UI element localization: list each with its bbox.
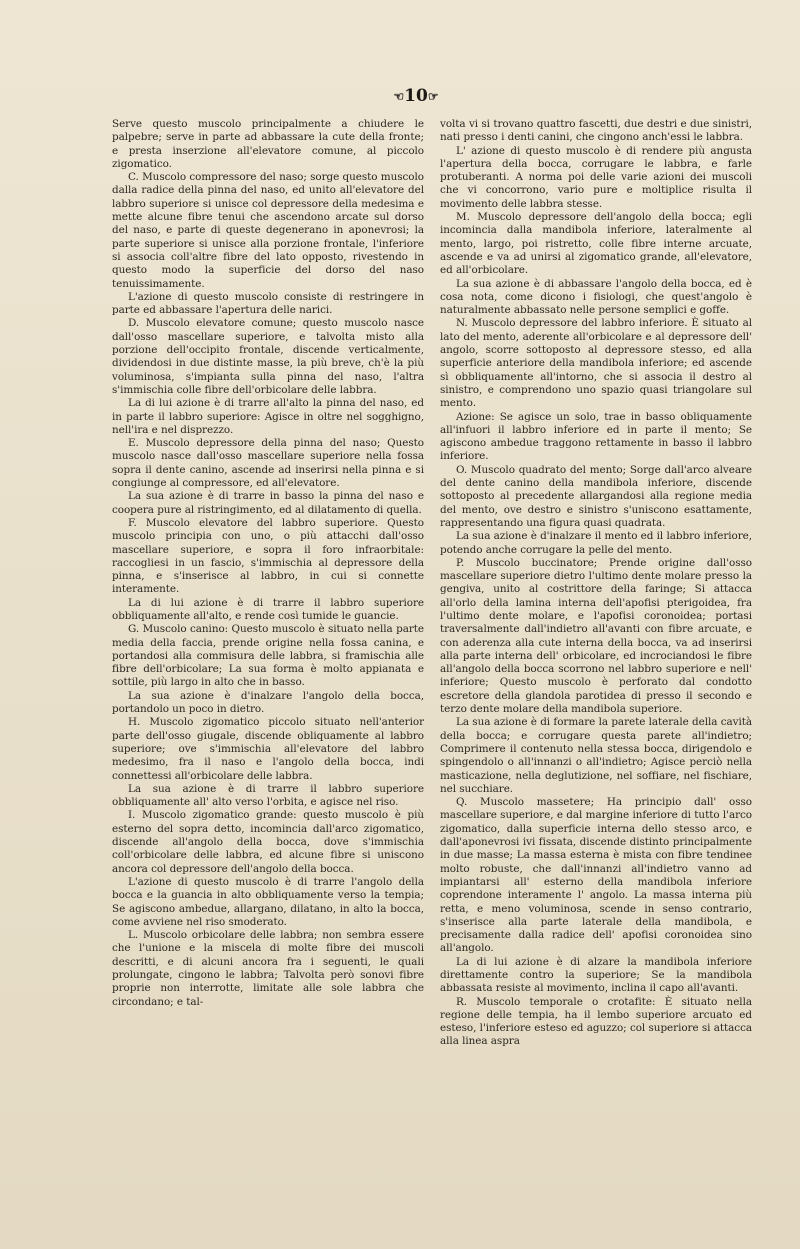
paragraph: La di lui azione è di trarre all'alto la pinna del naso, ed in parte il labbro superiore: Agisce in oltre nel sogghigno, nell'ira e nel disprezzo. xyxy=(112,397,424,436)
right-ornament-icon: ☞ xyxy=(427,89,439,104)
paragraph: La sua azione è d'inalzare il mento ed il labbro inferiore, potendo anche corrugare la pelle del mento. xyxy=(440,530,752,556)
paragraph: La sua azione è d'inalzare l'angolo della bocca, portandolo un poco in dietro. xyxy=(112,689,424,716)
right-column xyxy=(440,118,752,1118)
paragraph: N. Muscolo depressore del labbro inferiore. È situato al lato del mento, aderente all'orbicolare e al depressore dell' angolo, scorre sottoposto al depressore stesso, ed alla superficie anteriore della mandibola inferiore; ed ascende sì obbliquamente all'intorno, che si associa il destro al sinistro, e comprendono uno spazio quasi triangolare sul mento. xyxy=(440,317,752,410)
text-columns xyxy=(112,118,752,1118)
paragraph: D. Muscolo elevatore comune; questo muscolo nasce dall'osso mascellare superiore, e talvolta misto alla porzione dell'occipito frontale, discende verticalmente, dividendosi in due distinte masse, la più breve, ch'è la più voluminosa, s'impianta sulla pinna del naso, l'altra s'immischia colle fibre dell'orbicolare delle labbra. xyxy=(112,317,424,396)
paragraph: L'azione di questo muscolo è di trarre l'angolo della bocca e la guancia in alto obbliquamente verso la tempia; Se agiscono ambedue, allargano, dilatano, in alto la bocca, come avviene nel riso smoderato. xyxy=(112,875,424,928)
paragraph: R. Muscolo temporale o crotafite: È situato nella regione delle tempia, ha il lembo superiore arcuato ed esteso, l'inferiore esteso ed aguzzo; col superiore si attacca alla linea aspra xyxy=(440,995,752,1048)
paragraph: G. Muscolo canino: Questo muscolo è situato nella parte media della faccia, prende origine nella fossa canina, e portandosi alla commisura delle labbra, si framischia alle fibre dell'orbicolare; La sua forma è molto appianata e sottile, più largo in alto che in basso. xyxy=(112,623,424,689)
paragraph: O. Muscolo quadrato del mento; Sorge dall'arco alveare del dente canino della mandibola inferiore, discende sottoposto al precedente allargandosi alla regione media del mento, ove destro e sinistro s'uniscono esattamente, rappresentando una figura quasi quadrata. xyxy=(440,463,752,529)
left-ornament-icon: ☜ xyxy=(393,89,405,104)
paragraph: F. Muscolo elevatore del labbro superiore. Questo muscolo principia con uno, o più attacchi dall'osso mascellare superiore, e sopra il foro infraorbitale: raccogliesi in un fascio, s'immischia al depressore della pinna, e s'inserisce al labbro, in cui si connette interamente. xyxy=(112,516,424,596)
paragraph: P. Muscolo buccinatore; Prende origine dall'osso mascellare superiore dietro l'ultimo dente molare presso la gengiva, unito al costrittore della faringe; Si attacca all'orlo della lamina interna dell'apofisi pterigoidea, fra l'ultimo dente molare, e l'apofisi coronoidea; portasi traversalmente dall'indietro all'avanti con fibre arcuate, e con aderenza alla cute interna della bocca, va ad inserirsi alla parte interna dell' orbicolare, ed incrociandosi le fibre all'angolo della bocca scorrono nel labbro superiore e nell' inferiore; Questo muscolo è perforato dal condotto escretore della glandola parotidea di presso il secondo e terzo dente molare della mandibola superiore. xyxy=(440,556,752,716)
page-number xyxy=(376,86,456,112)
paragraph: La di lui azione è di alzare la mandibola inferiore direttamente contro la superiore; Se la mandibola abbassata resiste al movimento, inclina il capo all'avanti. xyxy=(440,955,752,995)
paragraph: L. Muscolo orbicolare delle labbra; non sembra essere che l'unione e la miscela di molte fibre dei muscoli descritti, e di alcuni ancora fra i seguenti, le quali prolungate, cingono le labbra; Talvolta però sonovi fibre proprie non interrotte, limitate alle sole labbra che circondano; e tal- xyxy=(112,929,424,1008)
paragraph: C. Muscolo compressore del naso; sorge questo muscolo dalla radice della pinna del naso, ed unito all'elevatore del labbro superiore si unisce col depressore della medesima e mette alcune fibre tenui che ascendono arcate sul dorso del naso, e parte di queste degenerano in aponevrosi; la parte superiore si unisce alla porzione frontale, l'inferiore si associa coll'altre fibre del lato opposto, rivestendo in questo modo la superficie del dorso del naso tenuissimamente. xyxy=(112,171,424,290)
paragraph: L' azione di questo muscolo è di rendere più angusta l'apertura della bocca, corrugare le labbra, e farle protuberanti. A norma poi delle varie azioni dei muscoli che vi concorrono, vario pure e moltiplice risulta il movimento delle labbra stesse. xyxy=(440,144,752,210)
paragraph: volta vi si trovano quattro fascetti, due destri e due sinistri, nati presso i denti canini, che cingono anch'essi le labbra. xyxy=(440,118,752,144)
page-number-text: 10 xyxy=(404,86,428,106)
paragraph: Azione: Se agisce un solo, trae in basso obliquamente all'infuori il labbro inferiore ed in parte il mento; Se agiscono ambedue traggono rettamente in basso il labbro inferiore. xyxy=(440,410,752,463)
paragraph: L'azione di questo muscolo consiste di restringere in parte ed abbassare l'apertura delle narici. xyxy=(112,290,424,317)
paragraph: La sua azione è di trarre il labbro superiore obbliquamente all' alto verso l'orbita, e agisce nel riso. xyxy=(112,782,424,809)
paragraph: La sua azione è di abbassare l'angolo della bocca, ed è cosa nota, come dicono i fisiologi, che quest'angolo è naturalmente abbassato nelle persone semplici e goffe. xyxy=(440,277,752,317)
paragraph: E. Muscolo depressore della pinna del naso; Questo muscolo nasce dall'osso mascellare superiore nella fossa sopra il dente canino, ascende ad inserirsi nella pinna e si congiunge al compressore, ed all'elevatore. xyxy=(112,437,424,490)
left-column xyxy=(112,118,424,1118)
paragraph: M. Muscolo depressore dell'angolo della bocca; egli incomincia dalla mandibola inferiore, lateralmente al mento, largo, poi ristretto, colle fibre interne arcuate, ascende e va ad unirsi al zigomatico grande, all'elevatore, ed all'orbicolare. xyxy=(440,211,752,277)
paragraph: Q. Muscolo massetere; Ha principio dall' osso mascellare superiore, e dal margine inferiore di tutto l'arco zigomatico, dalla superficie interna dello stesso arco, e dall'aponevrosi ivi fissata, discende distinto principalmente in due masse; La massa esterna è mista con fibre tendinee molto robuste, che dall'innanzi all'indietro vanno ad impiantarsi all' esterno della mandibola inferiore coprendone interamente l' angolo. La massa interna più retta, e meno voluminosa, scende in senso contrario, s'inserisce alla parte laterale della mandibola, e precisamente dalla radice dell' apofisi coronoidea sino all'angolo. xyxy=(440,796,752,955)
paragraph: H. Muscolo zigomatico piccolo situato nell'anterior parte dell'osso giugale, discende obliquamente al labbro superiore; ove s'immischia all'elevatore del labbro medesimo, fra il naso e l'angolo della bocca, indi connettessi all'orbicolare delle labbra. xyxy=(112,716,424,782)
paragraph: La sua azione è di formare la parete laterale della cavità della bocca; e corrugare questa parete all'indietro; Comprimere il contenuto nella stessa bocca, dirigendolo e spingendolo o all'innanzi o all'indietro; Agisce perciò nella masticazione, nella deglutizione, nel soffiare, nel fischiare, nel succhiare. xyxy=(440,716,752,795)
paragraph: Serve questo muscolo principalmente a chiudere le palpebre; serve in parte ad abbassare la cute della fronte; e presta inserzione all'elevatore comune, al piccolo zigomatico. xyxy=(112,118,424,170)
paragraph: I. Muscolo zigomatico grande: questo muscolo è più esterno del sopra detto, incomincia dall'arco zigomatico, discende all'angolo della bocca, dove s'immischia coll'orbicolare delle labbra, ed alcune fibre si uniscono ancora col depressore dell'angolo della bocca. xyxy=(112,809,424,875)
paragraph: La sua azione è di trarre in basso la pinna del naso e coopera pure al ristringimento, ed al dilatamento di quella. xyxy=(112,490,424,516)
paragraph: La di lui azione è di trarre il labbro superiore obbliquamente all'alto, e rende così tumide le guancie. xyxy=(112,596,424,622)
